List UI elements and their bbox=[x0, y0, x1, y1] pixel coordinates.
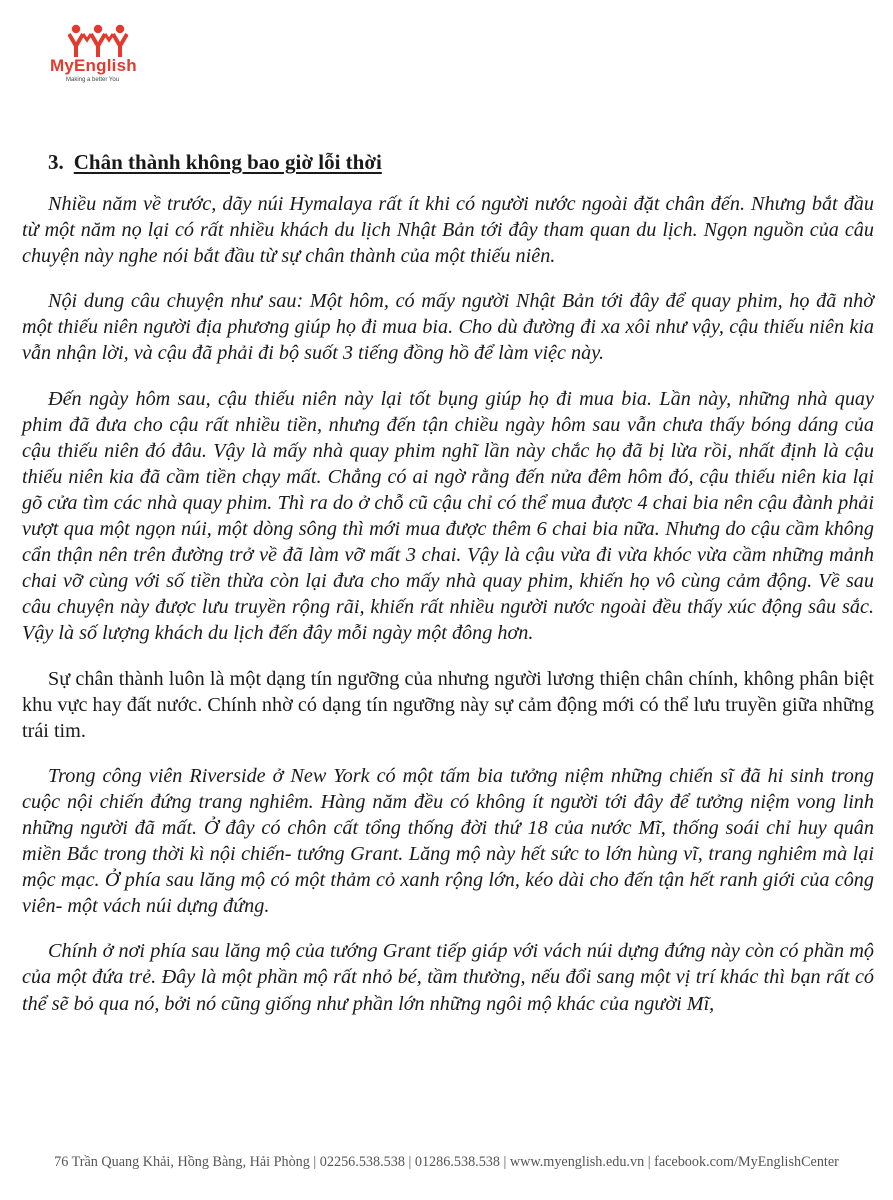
document-body bbox=[22, 150, 874, 1036]
paragraph: Trong công viên Riverside ở New York có một tấm bia tưởng niệm những chiến sĩ đã hi sinh trong cuộc nội chiến đứng trang nghiêm. Hàng năm đều có không ít người tới đây để tưởng niệm vong linh những người đã mất. Ở đây có chôn cất tổng thống đời thứ 18 của nước Mĩ, thống soái chỉ huy quân miền Bắc trong thời kì nội chiến- tướng Grant. Lăng mộ này hết sức to lớn hùng vĩ, trang nghiêm mà lại mộc mạc. Ở phía sau lăng mộ có một thảm cỏ xanh rộng lớn, kéo dài cho đến tận hết ranh giới của công viên- một vách núi dựng đứng. bbox=[22, 764, 874, 918]
section-number: 3. bbox=[48, 150, 64, 174]
paragraph: Đến ngày hôm sau, cậu thiếu niên này lại tốt bụng giúp họ đi mua bia. Lần này, những nhà quay phim đã đưa cho cậu rất nhiều tiền, nhưng đến tận chiều ngày hôm sau vẫn chưa thấy bóng dáng của cậu thiếu niên đó đâu. Vậy là mấy nhà quay phim nghĩ lần này chắc họ đã bị lừa rồi, nhất định là cậu thiếu niên kia đã cầm tiền chạy mất. Chẳng có ai ngờ rằng đến nửa đêm hôm đó, cậu thiếu niên kia lại gõ cửa tìm các nhà quay phim. Thì ra do ở chỗ cũ cậu chỉ có thể mua được 4 chai bia nên cậu đành phải vượt qua một ngọn núi, một dòng sông thì mới mua được thêm 6 chai bia nữa. Nhưng do cậu cầm không cẩn thận nên trên đường trở về đã làm vỡ mất 3 chai. Vậy là cậu vừa đi vừa khóc vừa cầm những mảnh chai vỡ cùng với số tiền thừa còn lại đưa cho mấy nhà quay phim, khiến họ vô cùng cảm động. Về sau câu chuyện này được lưu truyền rộng rãi, khiến rất nhiều người nước ngoài đều thấy xúc động sâu sắc. Vậy là số lượng khách du lịch đến đây mỗi ngày một đông hơn. bbox=[22, 387, 874, 645]
brand-logo bbox=[50, 24, 160, 84]
page-footer: 76 Trần Quang Khải, Hồng Bàng, Hải Phòng | 02256.538.538 | 01286.538.538 | www.myenglish.edu.vn | facebook.com/MyEnglishCenter bbox=[54, 1154, 839, 1170]
paragraph: Nội dung câu chuyện như sau: Một hôm, có mấy người Nhật Bản tới đây để quay phim, họ đã nhờ một thiếu niên người địa phương giúp họ đi mua bia. Cho dù đường đi xa xôi như vậy, cậu thiếu niên kia vẫn nhận lời, và cậu đã phải đi bộ suốt 3 tiếng đồng hồ để làm việc này. bbox=[22, 290, 874, 365]
section-title: Chân thành không bao giờ lỗi thời bbox=[73, 150, 382, 174]
paragraph: Chính ở nơi phía sau lăng mộ của tướng Grant tiếp giáp với vách núi dựng đứng này còn có phần mộ của một đứa trẻ. Đây là một phần mộ rất nhỏ bé, tầm thường, nếu đổi sang một vị trí khác thì bạn rất có thể sẽ bỏ qua nó, bởi nó cũng giống như phần lớn những ngôi mộ khác của người Mĩ, bbox=[22, 940, 874, 1015]
paragraph: Sự chân thành luôn là một dạng tín ngưỡng của nhưng người lương thiện chân chính, không phân biệt khu vực hay đất nước. Chính nhờ có dạng tín ngưỡng này sự cảm động mới có thể lưu truyền giữa những trái tim. bbox=[22, 667, 874, 742]
logo-tagline: Making a better You bbox=[66, 77, 120, 83]
section-heading bbox=[48, 150, 874, 175]
people-logo-icon bbox=[68, 24, 128, 58]
paragraph: Nhiều năm về trước, dãy núi Hymalaya rất ít khi có người nước ngoài đặt chân đến. Nhưng bắt đầu từ một năm nọ lại có rất nhiều khách du lịch Nhật Bản tới đây tham quan du lịch. Ngọn nguồn của câu chuyện này nghe nói bắt đầu từ sự chân thành của một thiếu niên. bbox=[22, 193, 874, 268]
logo-name: MyEnglish bbox=[50, 56, 137, 75]
